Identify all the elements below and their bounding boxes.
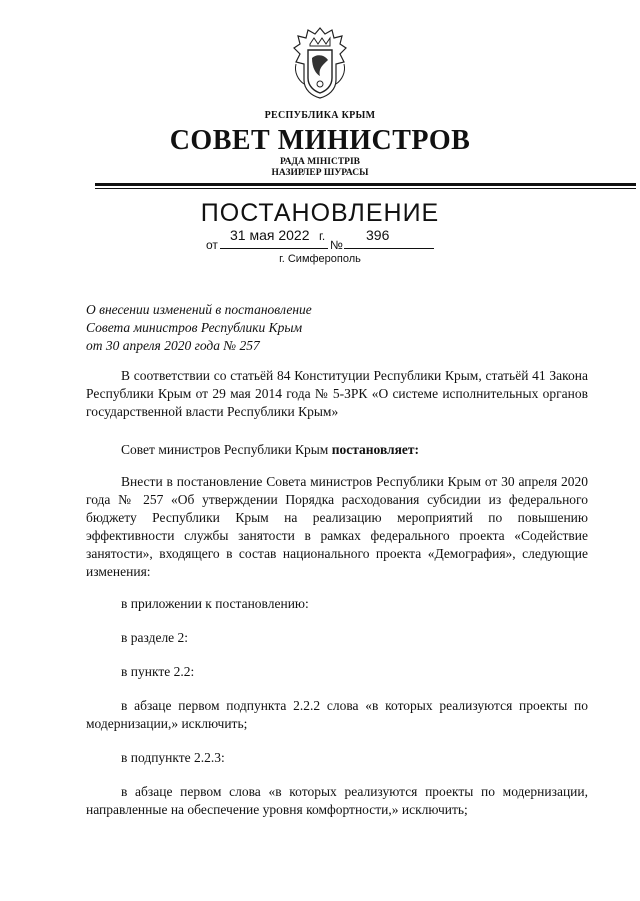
paragraph-appendix: в приложении к постановлению: <box>121 596 309 611</box>
header-divider-thick <box>95 183 636 186</box>
paragraph-amendment: Внести в постановление Совета министров Республики Крым от 30 апреля 2020 года № 257 «Об утверждении Порядка расходования субсидии из федерального бюджету Республики Крым на реализацию мероприятий по повышению эффективности службы занятости в рамках федерального проекта «Содействие занятости», входящего в состав национального проекта «Демография», следующие изменения: <box>86 474 588 579</box>
republic-name: РЕСПУБЛИКА КРЫМ <box>264 110 376 121</box>
date-prefix-label: от <box>206 238 218 252</box>
resolves-keyword: постановляет: <box>331 442 420 457</box>
header-divider-thin <box>95 188 636 189</box>
decree-city: г. Симферополь <box>279 253 361 265</box>
coat-of-arms-icon <box>290 24 350 100</box>
date-underline <box>220 248 328 249</box>
decree-subject <box>86 301 446 355</box>
paragraph-item: в пункте 2.2: <box>121 664 195 679</box>
paragraph-subitem-222: в абзаце первом подпункта 2.2.2 слова «в которых реализуются проекты по модернизации,» исключить; <box>86 698 588 731</box>
number-label: № <box>330 238 343 252</box>
paragraph-subitem-223: в подпункте 2.2.3: <box>121 750 225 765</box>
subject-line: Совета министров Республики Крым <box>86 320 303 335</box>
decree-number: 396 <box>366 227 390 243</box>
council-name: СОВЕТ МИНИСТРОВ <box>169 125 471 156</box>
decree-date: 31 мая 2022 <box>230 227 310 243</box>
subject-line: от 30 апреля 2020 года № 257 <box>86 338 260 353</box>
number-underline <box>344 248 434 249</box>
paragraph-section: в разделе 2: <box>121 630 189 645</box>
subject-line: О внесении изменений в постановление <box>86 302 312 317</box>
decree-title: ПОСТАНОВЛЕНИЕ <box>200 199 440 227</box>
paragraph-resolves <box>86 441 623 459</box>
resolves-text: Совет министров Республики Крым <box>121 442 332 457</box>
council-name-crimean-tatar: НАЗИРЛЕР ШУРАСЫ <box>271 168 369 178</box>
decree-date-number-row <box>206 226 436 250</box>
paragraph-first-indent: в абзаце первом слова «в которых реализуются проекты по модернизации, направленные на обеспечение уровня комфортности,» исключить; <box>86 784 588 817</box>
council-name-ukrainian: РАДА МІНІСТРІВ <box>279 157 360 167</box>
year-suffix-label: г. <box>319 229 326 243</box>
paragraph-basis: В соответствии со статьёй 84 Конституции Республики Крым, статьёй 41 Закона Республики Крым от 29 мая 2014 года № 5-ЗРК «О системе исполнительных органов государственной власти Республики Крым» <box>86 368 588 419</box>
